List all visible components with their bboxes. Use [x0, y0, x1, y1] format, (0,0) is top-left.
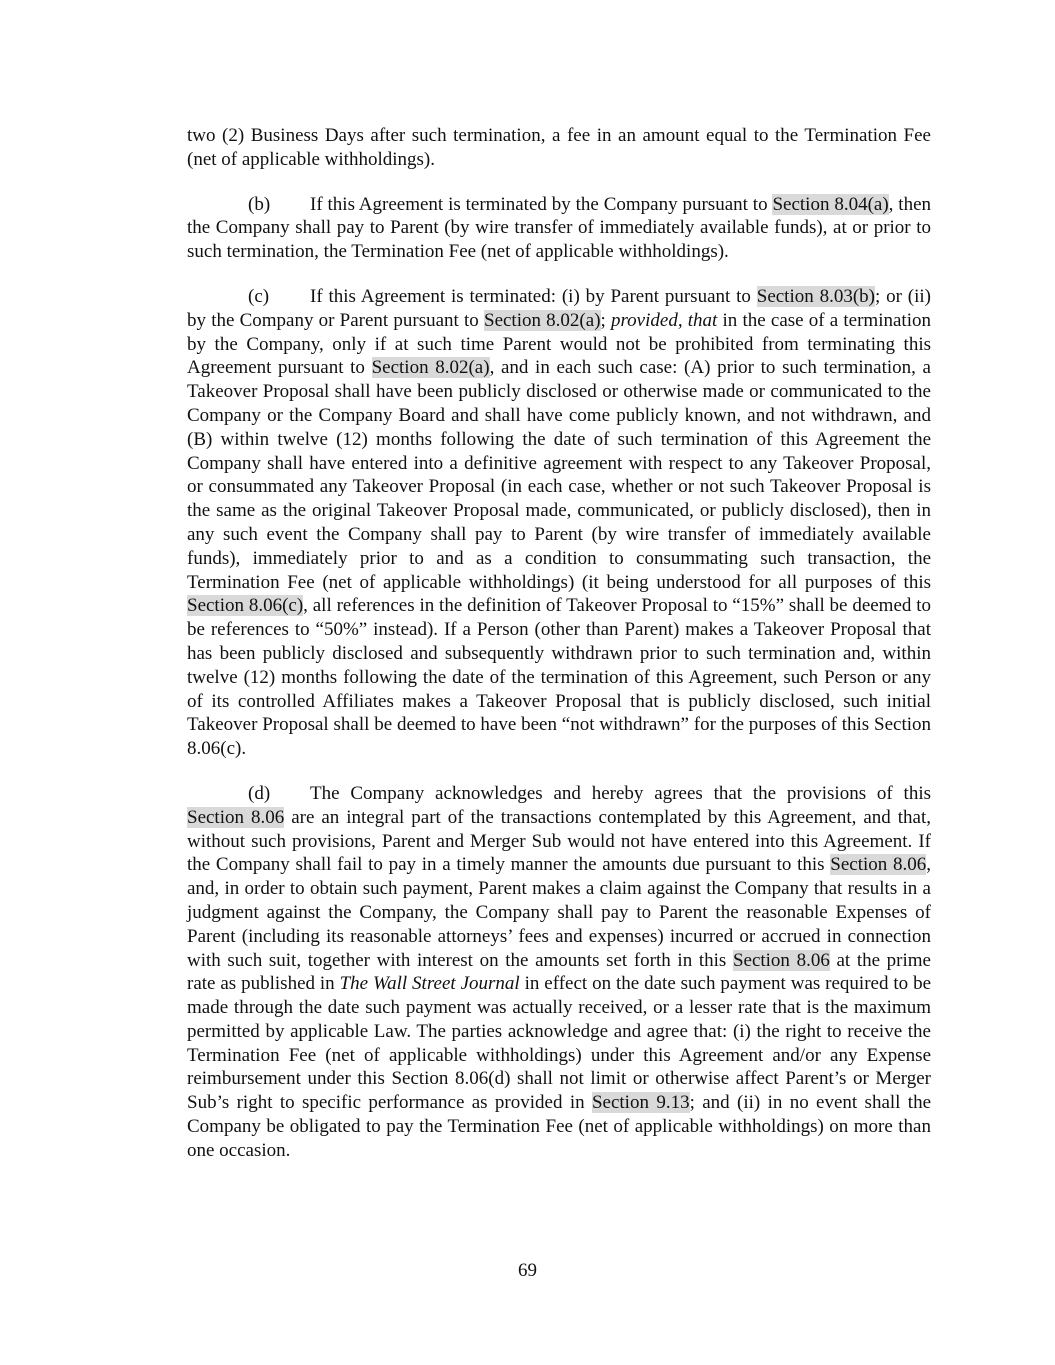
paragraph-label: (b): [248, 193, 271, 215]
italic-phrase: provided, that: [610, 309, 718, 331]
paragraph-text: at the prime rate as published in: [187, 949, 931, 995]
paragraph-b: [187, 193, 931, 264]
section-reference[interactable]: Section 8.02(a): [371, 357, 490, 379]
section-reference[interactable]: Section 9.13: [591, 1092, 690, 1114]
paragraph-text: in effect on the date such payment was required to be made through the date such payment was actually received, or a lesser rate that is the maximum permitted by applicable Law. The parties acknowledge and agree that: (i) the right to receive the Termination Fee (net of applicable withholdings) under this Agreement and/or any Expense reimbursement under this Section 8.06(d) shall not limit or otherwise affect Parent’s or Merger Sub’s right to specific performance as provided in: [187, 973, 932, 1114]
paragraph-text: If this Agreement is terminated by the Company pursuant to: [310, 193, 773, 215]
paragraph-text: If this Agreement is terminated: (i) by Parent pursuant to: [310, 285, 757, 307]
paragraph-text: , all references in the definition of Takeover Proposal to “15%” shall be deemed to be references to “50%” instead). If a Person (other than Parent) makes a Takeover Proposal that has been publicly disclosed and subsequently withdrawn prior to such termination and, within twelve (12) months following the date of the termination of this Agreement, such Person or any of its controlled Affiliates makes a Takeover Proposal that is publicly disclosed, such initial Takeover Proposal shall be deemed to have been “not withdrawn” for the purposes of this Section 8.06(c).: [187, 595, 932, 760]
paragraph-label: (c): [248, 285, 270, 307]
italic-phrase: The Wall Street Journal: [339, 973, 520, 995]
section-reference[interactable]: Section 8.06: [187, 806, 285, 828]
section-reference[interactable]: Section 8.06: [830, 854, 927, 876]
document-body: [187, 124, 931, 1184]
paragraph-text: , then the Company shall pay to Parent (by wire transfer of immediately available funds), at or prior to such termination, the Termination Fee (net of applicable withholdings).: [187, 193, 932, 263]
paragraph-text: ; and (ii) in no event shall the Company be obligated to pay the Termination Fee (net of applicable withholdings) on more than one occasion.: [187, 1092, 932, 1161]
paragraph-text: , and in each such case: (A) prior to such termination, a Takeover Proposal shall have been publicly disclosed or otherwise made or communicated to the Company or the Company Board and shall have come publicly known, and not withdrawn, and (B) within twelve (12) months following the date of such termination of this Agreement the Company shall have entered into a definitive agreement with respect to any Takeover Proposal, or consummated any Takeover Proposal (in each case, whether or not such Takeover Proposal is the same as the original Takeover Proposal made, communicated, or publicly disclosed), then in any such event the Company shall pay to Parent (by wire transfer of immediately available funds), immediately prior to and as a condition to consummating such transaction, the Termination Fee (net of applicable withholdings) (it being understood for all purposes of this: [187, 357, 931, 593]
section-reference[interactable]: Section 8.06(c): [187, 595, 304, 617]
paragraph-text: two (2) Business Days after such termination, a fee in an amount equal to the Termination Fee (net of applicable withholdings).: [187, 125, 931, 170]
paragraph-d: [187, 782, 931, 1163]
paragraph-a-continuation: [187, 124, 931, 172]
paragraph-label: (d): [248, 782, 271, 804]
paragraph-text: ;: [600, 309, 611, 331]
section-reference[interactable]: Section 8.06: [732, 949, 830, 971]
section-reference[interactable]: Section 8.03(b): [756, 285, 875, 307]
page-number: 69: [518, 1260, 537, 1281]
section-reference[interactable]: Section 8.02(a): [484, 309, 601, 331]
paragraph-text: in the case of a termination by the Company, only if at such time Parent would not be prohibited from terminating this Agreement pursuant to: [187, 309, 931, 379]
section-reference[interactable]: Section 8.04(a): [772, 193, 889, 215]
paragraph-text: are an integral part of the transactions contemplated by this Agreement, and that, without such provisions, Parent and Merger Sub would not have entered into this Agreement. If the Company shall fail to pay in a timely manner the amounts due pursuant to this: [187, 806, 931, 876]
paragraph-c: [187, 285, 931, 761]
paragraph-text: ; or (ii) by the Company or Parent pursuant to: [187, 285, 931, 331]
paragraph-text: The Company acknowledges and hereby agrees that the provisions of this: [310, 782, 931, 804]
paragraph-text: , and, in order to obtain such payment, Parent makes a claim against the Company that results in a judgment against the Company, the Company shall pay to Parent the reasonable Expenses of Parent (including its reasonable attorneys’ fees and expenses) incurred or accrued in connection with such suit, together with interest on the amounts set forth in this: [187, 854, 931, 971]
